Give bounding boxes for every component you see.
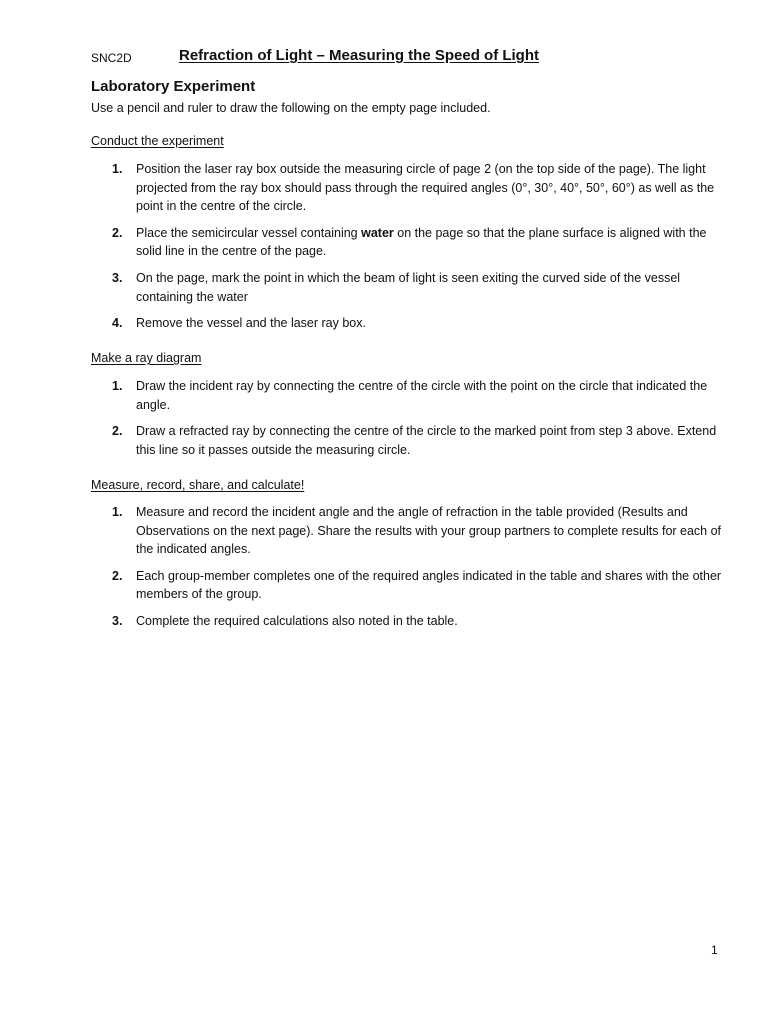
step-text: On the page, mark the point in which the beam of light is seen exiting the curved side of the vessel containing the water <box>136 270 681 304</box>
step-number: 2. <box>112 568 123 583</box>
list-item <box>0 612 768 631</box>
step-text: Remove the vessel and the laser ray box. <box>136 316 366 331</box>
course-code: SNC2D <box>91 51 132 65</box>
list-item <box>0 160 768 216</box>
step-number: 1. <box>112 379 123 393</box>
list-item <box>0 503 768 559</box>
ray-diagram-steps-list <box>0 377 768 459</box>
step-text: Draw a refracted ray by connecting the centre of the circle to the marked point from step 3 above. Extend this line so it passes outside the measuring circle. <box>136 424 717 457</box>
step-number: 3. <box>112 270 123 285</box>
step-text-after: on the page so that the plane surface is aligned with the solid line in the centre of the page. <box>136 225 707 259</box>
section-heading-conduct: Conduct the experiment <box>91 134 224 148</box>
list-item <box>0 422 768 459</box>
list-item <box>0 567 768 604</box>
step-text: Position the laser ray box outside the measuring circle of page 2 (on the top side of the page). The light projected from the ray box should pass through the required angles (0°, 30°, 40°, 50°, 60°) as well as the point in the centre of the circle. <box>136 162 715 214</box>
document-title: Refraction of Light – Measuring the Speed of Light <box>179 47 540 64</box>
list-item <box>0 269 768 306</box>
step-text <box>136 224 726 261</box>
measure-steps-list <box>0 503 768 631</box>
step-text: Measure and record the incident angle and the angle of refraction in the table provided (Results and Observations on the next page). Share the results with your group partners to complete results for each of the indicated angles. <box>136 505 722 557</box>
conduct-steps-list <box>0 160 768 333</box>
list-item <box>0 377 768 414</box>
page-number: 1 <box>711 943 718 957</box>
step-text: Draw the incident ray by connecting the centre of the circle with the point on the circle that indicated the angle. <box>136 379 708 412</box>
step-text: Complete the required calculations also noted in the table. <box>136 613 458 628</box>
step-number: 2. <box>112 424 123 439</box>
list-item <box>0 224 768 261</box>
step-number: 2. <box>112 225 123 240</box>
step-number: 1. <box>112 162 123 176</box>
section-heading-ray-diagram: Make a ray diagram <box>91 351 202 365</box>
list-item <box>0 314 768 333</box>
lab-heading: Laboratory Experiment <box>91 78 256 95</box>
intro-text: Use a pencil and ruler to draw the following on the empty page included. <box>91 101 491 115</box>
section-heading-measure: Measure, record, share, and calculate! <box>91 478 305 492</box>
step-number: 3. <box>112 613 123 628</box>
step-text: Each group-member completes one of the required angles indicated in the table and shares with the other members of the group. <box>136 568 722 602</box>
step-number: 1. <box>112 505 123 519</box>
emphasis-water: water <box>361 225 394 240</box>
step-text-before: Place the semicircular vessel containing <box>136 225 362 240</box>
step-number: 4. <box>112 316 123 331</box>
